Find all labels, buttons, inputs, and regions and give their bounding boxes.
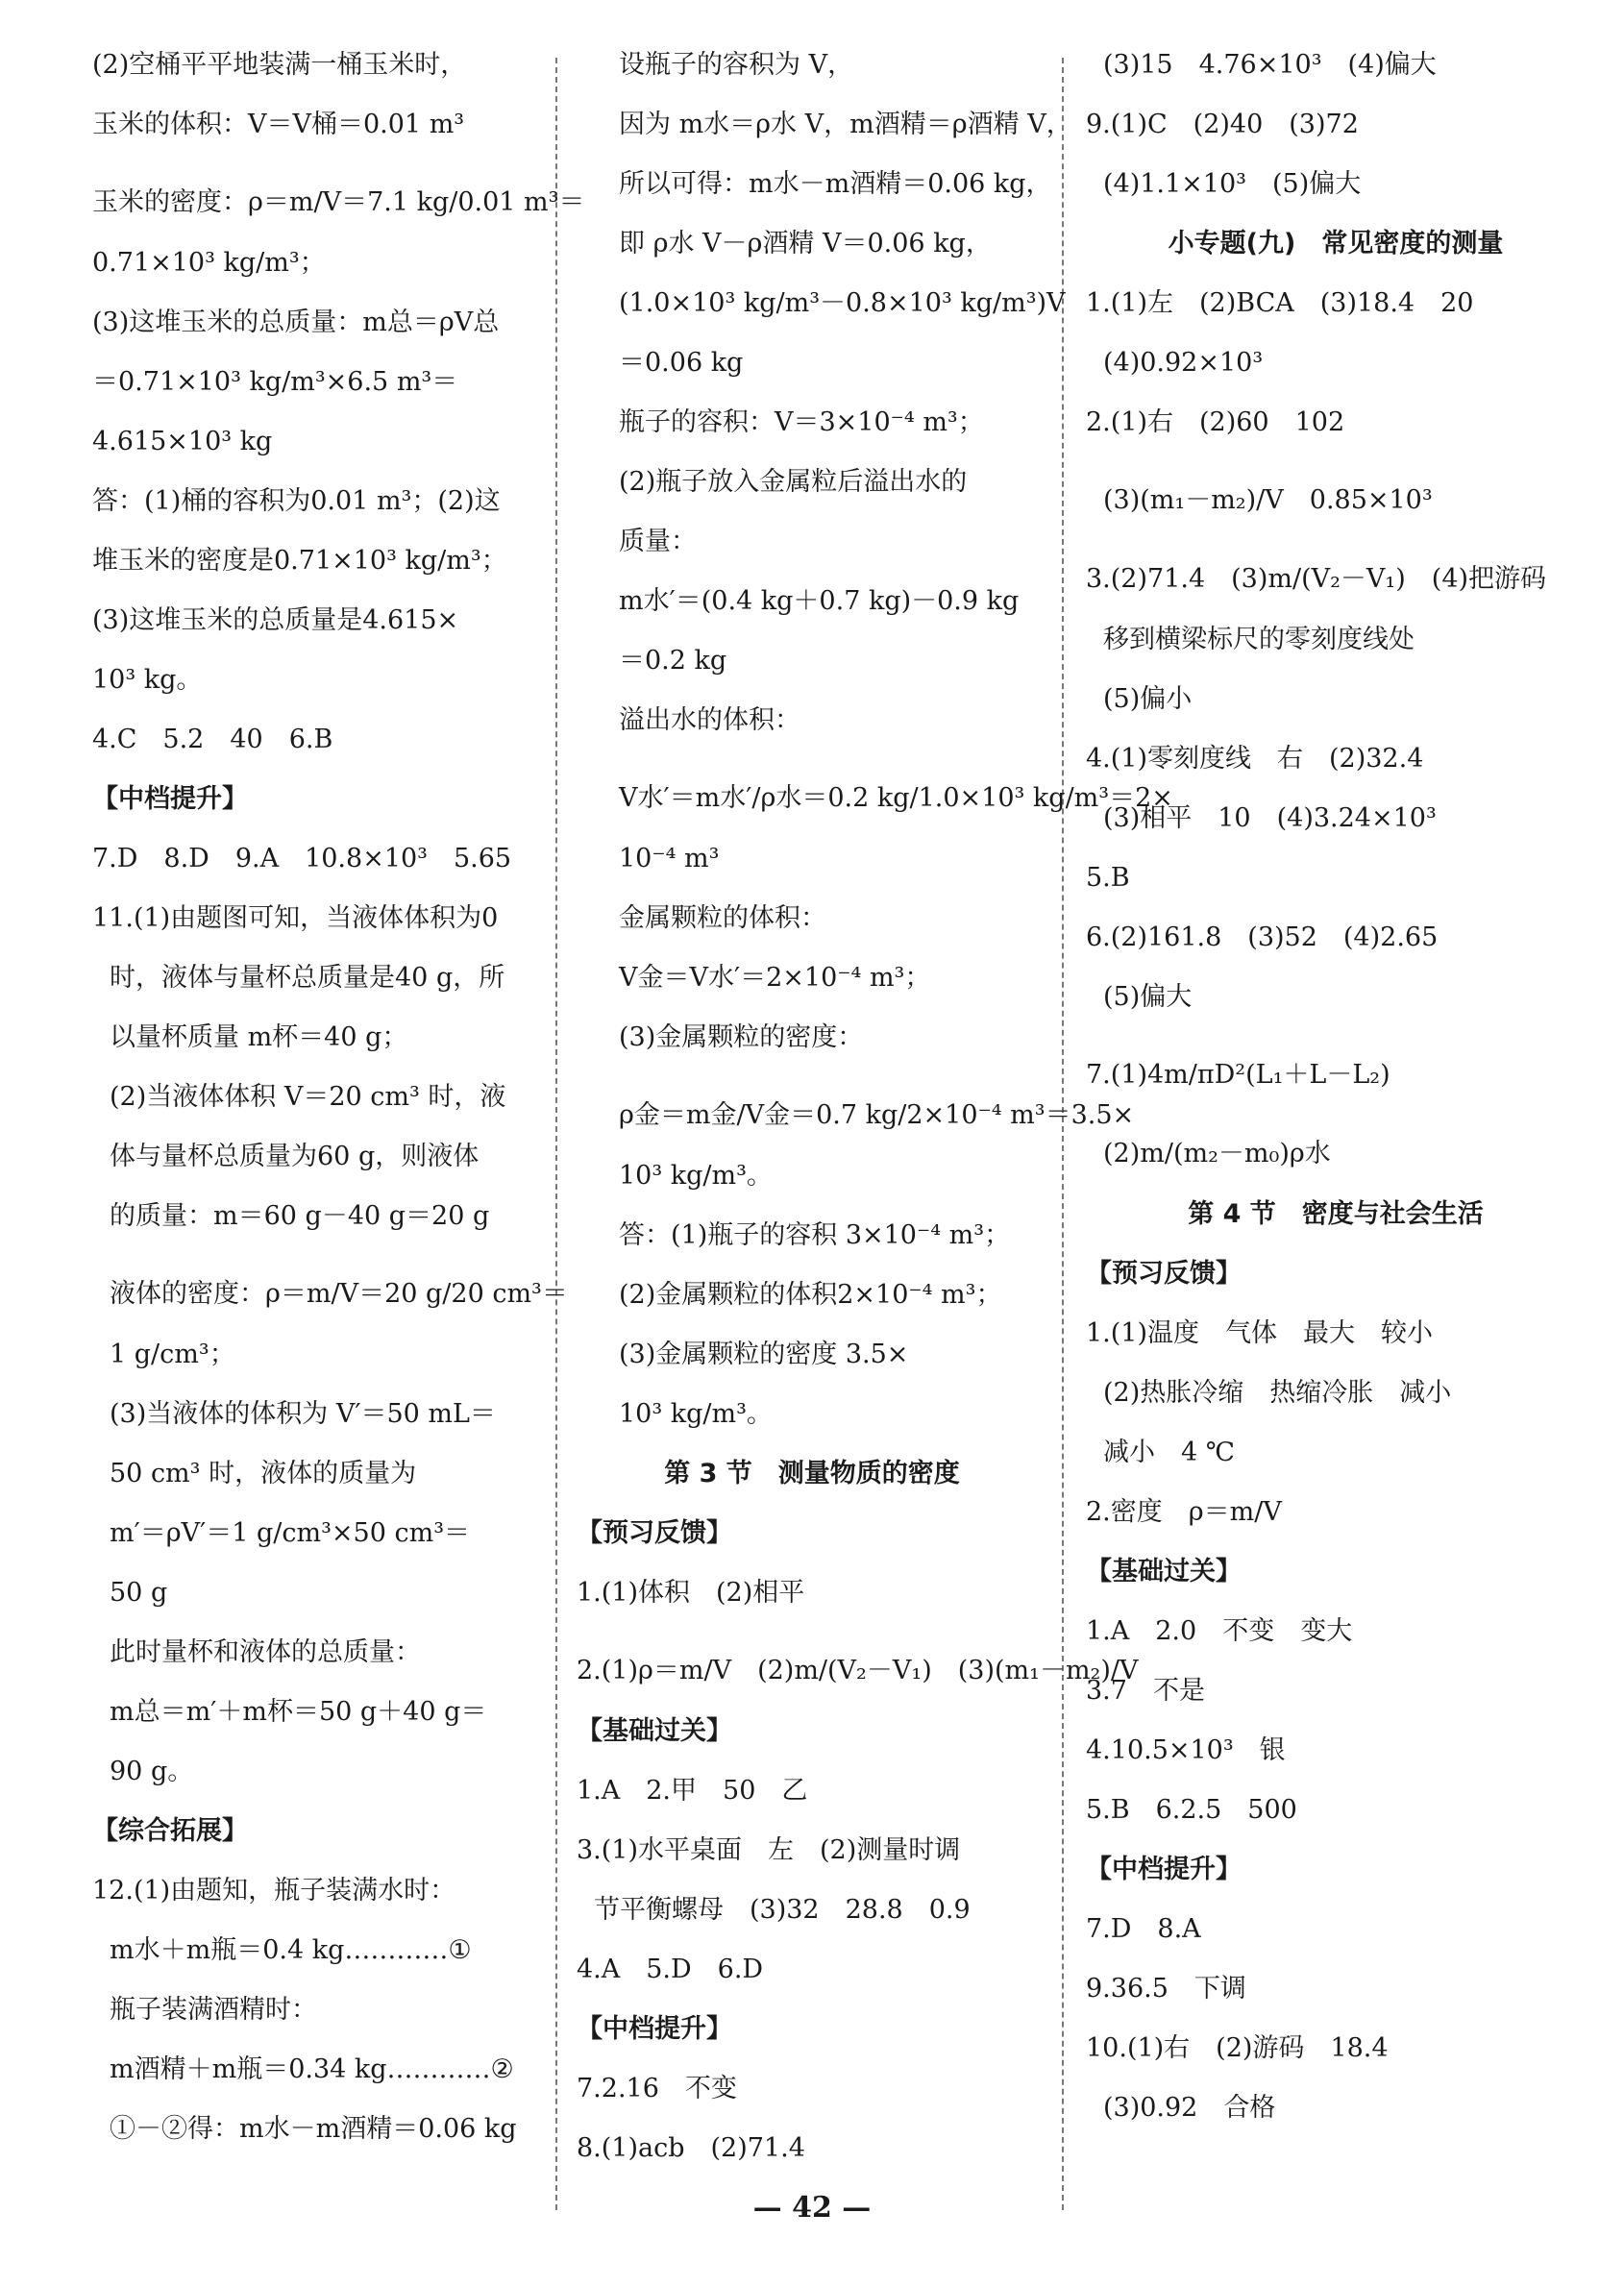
text-line: m水＋m瓶＝0.4 kg…………① <box>110 1935 472 1965</box>
section-heading: 【基础过关】 <box>577 1716 732 1746</box>
text-line: 10³ kg/m³。 <box>619 1161 773 1191</box>
text-line: (2)瓶子放入金属粒后溢出水的 <box>619 467 968 497</box>
answer-line: 9.(1)C (2)40 (3)72 <box>1086 110 1359 139</box>
section-heading: 【预习反馈】 <box>577 1518 732 1548</box>
text-line: (3)当液体的体积为 V′＝50 mL＝ <box>110 1399 496 1429</box>
answer-line: 3.7 不是 <box>1086 1676 1205 1706</box>
text-line: 减小 4 ℃ <box>1103 1438 1235 1467</box>
answer-line: 2.密度 ρ＝m/V <box>1086 1497 1282 1527</box>
section-title: 第 3 节 测量物质的密度 <box>664 1459 960 1488</box>
answer-column-right <box>1086 48 1586 2151</box>
section-heading: 【中档提升】 <box>577 2014 732 2044</box>
text-line: 设瓶子的容积为 V， <box>619 50 854 80</box>
formula-line: 7.(1)4m/πD²(L₁＋L－L₂) <box>1086 1060 1390 1090</box>
text-line: 金属颗粒的体积： <box>619 903 826 933</box>
text-line: m酒精＋m瓶＝0.34 kg…………② <box>110 2054 514 2084</box>
text-line: V金＝V水′＝2×10⁻⁴ m³； <box>619 963 931 993</box>
text-line: ①－②得：m水－m酒精＝0.06 kg <box>110 2114 517 2144</box>
answer-line: 5.B 6.2.5 500 <box>1086 1795 1297 1825</box>
answer-line: 1.A 2.0 不变 变大 <box>1086 1616 1353 1646</box>
text-line: ＝0.71×10³ kg/m³×6.5 m³＝ <box>92 367 458 397</box>
text-line: 节平衡螺母 (3)32 28.8 0.9 <box>594 1895 971 1925</box>
text-line: ＝0.2 kg <box>619 646 727 676</box>
text-line: (3)金属颗粒的密度 3.5× <box>619 1340 909 1369</box>
answer-line: 10.(1)右 (2)游码 18.4 <box>1086 2033 1389 2063</box>
answer-line: 4.10.5×10³ 银 <box>1086 1735 1286 1765</box>
formula-line: 液体的密度：ρ＝m/V＝20 g/20 cm³＝ <box>110 1279 568 1309</box>
text-line: (2)当液体体积 V＝20 cm³ 时，液 <box>110 1082 506 1112</box>
answer-column-left <box>92 48 585 2172</box>
text-line: 堆玉米的密度是0.71×10³ kg/m³； <box>92 546 507 576</box>
formula-line: ρ金＝m金/V金＝0.7 kg/2×10⁻⁴ m³＝3.5× <box>619 1100 1135 1130</box>
text-line: 以量杯质量 m杯＝40 g； <box>110 1022 408 1052</box>
answer-line: 1.(1)温度 气体 最大 较小 <box>1086 1318 1434 1348</box>
text-line: 溢出水的体积： <box>619 705 800 735</box>
formula-line: (2)m/(m₂－m₀)ρ水 <box>1103 1139 1331 1168</box>
text-line: m总＝m′＋m杯＝50 g＋40 g＝ <box>110 1697 487 1727</box>
section-heading: 【基础过关】 <box>1086 1557 1242 1586</box>
text-line: 瓶子的容积：V＝3×10⁻⁴ m³； <box>619 407 984 437</box>
formula-line: (3)(m₁－m₂)/V 0.85×10³ <box>1103 485 1433 515</box>
text-line: 50 cm³ 时，液体的质量为 <box>110 1459 417 1488</box>
text-line: (3)这堆玉米的总质量：m总＝ρV总 <box>92 307 500 337</box>
answer-line: 3.(1)水平桌面 左 (2)测量时调 <box>577 1835 961 1865</box>
section-title: 第 4 节 密度与社会生活 <box>1188 1199 1484 1229</box>
answer-line: 4.A 5.D 6.D <box>577 1955 764 1984</box>
text-line: 答：(1)瓶子的容积 3×10⁻⁴ m³； <box>619 1220 1011 1250</box>
answer-line: 7.D 8.A <box>1086 1914 1201 1944</box>
answer-line: 1.(1)体积 (2)相平 <box>577 1578 805 1608</box>
formula-line: 2.(1)ρ＝m/V (2)m/(V₂－V₁) (3)(m₁－m₂)/V <box>577 1656 1139 1685</box>
text-line: (3)金属颗粒的密度： <box>619 1022 864 1052</box>
text-line: 即 ρ水 V－ρ酒精 V＝0.06 kg， <box>619 229 992 258</box>
text-line: 90 g。 <box>110 1757 194 1786</box>
formula-line: 3.(2)71.4 (3)m/(V₂－V₁) (4)把游码 <box>1086 564 1547 594</box>
text-line: 4.615×10³ kg <box>92 427 273 456</box>
section-heading: 【综合拓展】 <box>92 1816 248 1846</box>
text-line: m′＝ρV′＝1 g/cm³×50 cm³＝ <box>110 1518 471 1548</box>
text-line: (2)热胀冷缩 热缩冷胀 减小 <box>1103 1378 1452 1408</box>
text-line: 移到横梁标尺的零刻度线处 <box>1103 625 1415 654</box>
answer-line: 11.(1)由题图可知，当液体体积为0 <box>92 903 499 933</box>
text-line: 体与量杯总质量为60 g，则液体 <box>110 1142 480 1171</box>
answer-line: 7.D 8.D 9.A 10.8×10³ 5.65 <box>92 844 512 873</box>
answer-line: 6.(2)161.8 (3)52 (4)2.65 <box>1086 922 1439 952</box>
text-line: (2)空桶平平地装满一桶玉米时， <box>92 50 467 80</box>
column-divider <box>555 58 557 2210</box>
formula-line: 玉米的密度：ρ＝m/V＝7.1 kg/0.01 m³＝ <box>92 187 585 217</box>
text-line: (3)相平 10 (4)3.24×10³ <box>1103 803 1437 833</box>
text-line: 10³ kg/m³。 <box>619 1399 773 1429</box>
answer-line: 4.(1)零刻度线 右 (2)32.4 <box>1086 744 1424 774</box>
text-line: 答：(1)桶的容积为0.01 m³；(2)这 <box>92 486 501 516</box>
answer-line: 12.(1)由题知，瓶子装满水时： <box>92 1876 456 1906</box>
text-line: 1 g/cm³； <box>110 1340 235 1369</box>
formula-line: V水′＝m水′/ρ水＝0.2 kg/1.0×10³ kg/m³＝2× <box>619 783 1173 813</box>
text-line: 的质量：m＝60 g－40 g＝20 g <box>110 1201 490 1231</box>
section-heading: 【预习反馈】 <box>1086 1259 1242 1289</box>
text-line: (1.0×10³ kg/m³－0.8×10³ kg/m³)V <box>619 288 1066 318</box>
page-number: — 42 — <box>752 2191 872 2225</box>
text-line: 0.71×10³ kg/m³； <box>92 248 326 278</box>
text-line: 玉米的体积：V＝V桶＝0.01 m³ <box>92 110 465 139</box>
answer-line: 4.C 5.2 40 6.B <box>92 725 333 754</box>
answer-line: 2.(1)右 (2)60 102 <box>1086 407 1345 437</box>
text-line: (4)1.1×10³ (5)偏大 <box>1103 169 1362 199</box>
answer-line: 1.(1)左 (2)BCA (3)18.4 20 <box>1086 288 1474 318</box>
answer-line: 7.2.16 不变 <box>577 2074 737 2103</box>
answer-line: 8.(1)acb (2)71.4 <box>577 2133 805 2163</box>
text-line: (4)0.92×10³ <box>1103 348 1264 378</box>
text-line: m水′＝(0.4 kg＋0.7 kg)－0.9 kg <box>619 586 1020 616</box>
text-line: 质量： <box>619 527 697 556</box>
text-line: (5)偏小 <box>1103 684 1193 714</box>
text-line: (3)15 4.76×10³ (4)偏大 <box>1103 50 1437 80</box>
text-line: (3)0.92 合格 <box>1103 2093 1276 2123</box>
text-line: (2)金属颗粒的体积2×10⁻⁴ m³； <box>619 1280 1002 1310</box>
text-line: 此时量杯和液体的总质量： <box>110 1637 421 1667</box>
text-line: ＝0.06 kg <box>619 348 744 378</box>
text-line: 10⁻⁴ m³ <box>619 844 720 873</box>
answer-line: 9.36.5 下调 <box>1086 1974 1246 2004</box>
answer-line: 5.B <box>1086 863 1130 893</box>
section-title: 小专题(九) 常见密度的测量 <box>1168 229 1504 258</box>
text-line: 瓶子装满酒精时： <box>110 1995 317 2025</box>
answer-line: 1.A 2.甲 50 乙 <box>577 1776 808 1806</box>
text-line: (5)偏大 <box>1103 982 1193 1012</box>
section-heading: 【中档提升】 <box>1086 1855 1242 1884</box>
text-line: 10³ kg。 <box>92 665 203 695</box>
text-line: 50 g <box>110 1578 168 1608</box>
text-line: 所以可得：m水－m酒精＝0.06 kg， <box>619 169 1052 199</box>
text-line: 时，液体与量杯总质量是40 g，所 <box>110 963 505 993</box>
text-line: 因为 m水＝ρ水 V，m酒精＝ρ酒精 V， <box>619 110 1072 139</box>
section-heading: 【中档提升】 <box>92 784 248 814</box>
text-line: (3)这堆玉米的总质量是4.615× <box>92 605 459 635</box>
